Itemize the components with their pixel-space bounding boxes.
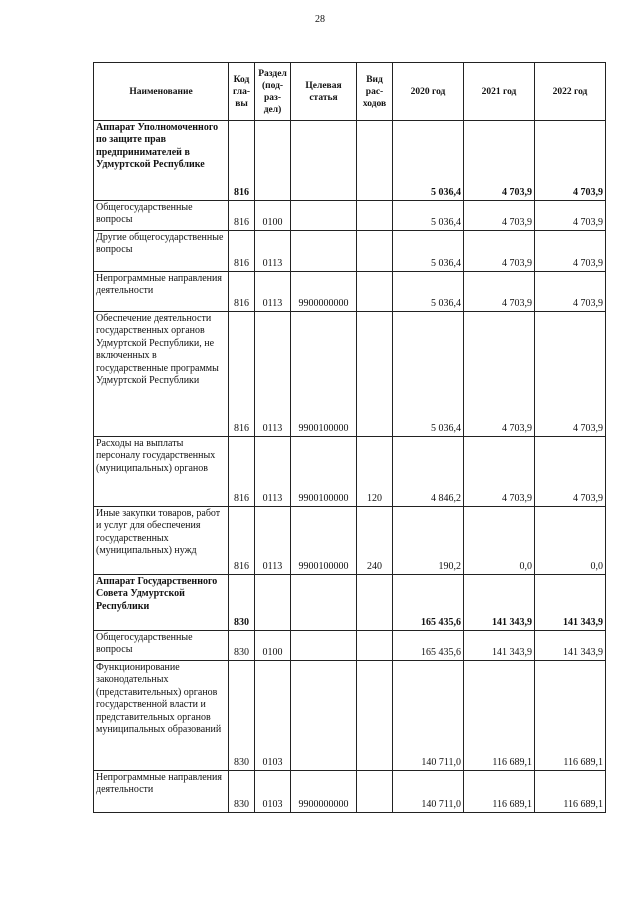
row-vid bbox=[357, 312, 393, 437]
header-name: Наименование bbox=[94, 63, 229, 121]
row-kod: 816 bbox=[229, 437, 255, 507]
row-kod: 830 bbox=[229, 575, 255, 631]
row-razdel bbox=[255, 121, 291, 201]
row-2022: 4 703,9 bbox=[535, 312, 606, 437]
row-razdel: 0113 bbox=[255, 312, 291, 437]
row-2021: 141 343,9 bbox=[464, 631, 535, 661]
row-2020: 165 435,6 bbox=[393, 631, 464, 661]
row-name: Обеспечение деятельности государственных органов Удмуртской Республики, не включенных в государственные программы Удмуртской Республики bbox=[94, 312, 229, 437]
page-number: 28 bbox=[315, 14, 325, 25]
header-kod: Код гла- вы bbox=[229, 63, 255, 121]
row-kod: 830 bbox=[229, 661, 255, 771]
row-name: Непрограммные направления деятельности bbox=[94, 272, 229, 312]
row-2020: 190,2 bbox=[393, 507, 464, 575]
row-2020: 5 036,4 bbox=[393, 312, 464, 437]
row-celevaya bbox=[291, 201, 357, 231]
row-vid: 240 bbox=[357, 507, 393, 575]
row-kod: 816 bbox=[229, 201, 255, 231]
row-celevaya bbox=[291, 231, 357, 272]
row-2020: 4 846,2 bbox=[393, 437, 464, 507]
row-name: Иные закупки товаров, работ и услуг для обеспечения государственных (муниципальных) нужд bbox=[94, 507, 229, 575]
row-2020: 5 036,4 bbox=[393, 231, 464, 272]
row-kod: 816 bbox=[229, 231, 255, 272]
row-2021: 4 703,9 bbox=[464, 437, 535, 507]
table-row bbox=[94, 507, 606, 575]
row-2020: 5 036,4 bbox=[393, 272, 464, 312]
table-row bbox=[94, 771, 606, 813]
row-vid bbox=[357, 771, 393, 813]
row-vid bbox=[357, 121, 393, 201]
row-celevaya: 9900100000 bbox=[291, 312, 357, 437]
row-kod: 816 bbox=[229, 312, 255, 437]
row-name: Расходы на выплаты персоналу государственных (муниципальных) органов bbox=[94, 437, 229, 507]
header-vid: Вид рас- ходов bbox=[357, 63, 393, 121]
row-razdel: 0113 bbox=[255, 437, 291, 507]
row-2021: 116 689,1 bbox=[464, 771, 535, 813]
row-2020: 165 435,6 bbox=[393, 575, 464, 631]
row-razdel bbox=[255, 575, 291, 631]
table-row bbox=[94, 272, 606, 312]
row-celevaya: 9900000000 bbox=[291, 771, 357, 813]
table-row bbox=[94, 631, 606, 661]
row-2020: 140 711,0 bbox=[393, 771, 464, 813]
row-razdel: 0100 bbox=[255, 201, 291, 231]
row-2022: 141 343,9 bbox=[535, 575, 606, 631]
row-vid bbox=[357, 661, 393, 771]
row-2021: 4 703,9 bbox=[464, 272, 535, 312]
row-2022: 141 343,9 bbox=[535, 631, 606, 661]
row-name: Функционирование законодательных (представительных) органов государственной власти и представительных органов муниципальных образований bbox=[94, 661, 229, 771]
row-razdel: 0113 bbox=[255, 272, 291, 312]
row-celevaya: 9900000000 bbox=[291, 272, 357, 312]
row-kod: 816 bbox=[229, 121, 255, 201]
table-row bbox=[94, 437, 606, 507]
row-celevaya: 9900100000 bbox=[291, 507, 357, 575]
header-2020: 2020 год bbox=[393, 63, 464, 121]
row-2022: 0,0 bbox=[535, 507, 606, 575]
row-name: Общегосударственные вопросы bbox=[94, 631, 229, 661]
row-razdel: 0113 bbox=[255, 507, 291, 575]
row-name: Непрограммные направления деятельности bbox=[94, 771, 229, 813]
row-2020: 140 711,0 bbox=[393, 661, 464, 771]
row-kod: 816 bbox=[229, 272, 255, 312]
row-celevaya bbox=[291, 661, 357, 771]
header-2021: 2021 год bbox=[464, 63, 535, 121]
table-row bbox=[94, 661, 606, 771]
row-name: Аппарат Уполномоченного по защите прав предпринимателей в Удмуртской Республике bbox=[94, 121, 229, 201]
row-vid bbox=[357, 575, 393, 631]
row-2021: 116 689,1 bbox=[464, 661, 535, 771]
row-name: Другие общегосударственные вопросы bbox=[94, 231, 229, 272]
table-row bbox=[94, 231, 606, 272]
row-razdel: 0103 bbox=[255, 661, 291, 771]
row-2020: 5 036,4 bbox=[393, 201, 464, 231]
row-2022: 4 703,9 bbox=[535, 201, 606, 231]
row-2022: 4 703,9 bbox=[535, 437, 606, 507]
row-celevaya: 9900100000 bbox=[291, 437, 357, 507]
row-name: Аппарат Государственного Совета Удмуртской Республики bbox=[94, 575, 229, 631]
row-2022: 116 689,1 bbox=[535, 771, 606, 813]
row-vid bbox=[357, 631, 393, 661]
table-header-row bbox=[94, 63, 606, 121]
budget-table bbox=[93, 62, 606, 813]
row-kod: 830 bbox=[229, 631, 255, 661]
row-2021: 141 343,9 bbox=[464, 575, 535, 631]
row-kod: 830 bbox=[229, 771, 255, 813]
row-razdel: 0103 bbox=[255, 771, 291, 813]
row-2021: 4 703,9 bbox=[464, 201, 535, 231]
row-vid bbox=[357, 201, 393, 231]
row-2020: 5 036,4 bbox=[393, 121, 464, 201]
row-2021: 4 703,9 bbox=[464, 121, 535, 201]
header-2022: 2022 год bbox=[535, 63, 606, 121]
row-razdel: 0113 bbox=[255, 231, 291, 272]
row-2022: 116 689,1 bbox=[535, 661, 606, 771]
row-2021: 4 703,9 bbox=[464, 312, 535, 437]
row-name: Общегосударственные вопросы bbox=[94, 201, 229, 231]
table-row bbox=[94, 575, 606, 631]
row-vid bbox=[357, 231, 393, 272]
row-2022: 4 703,9 bbox=[535, 272, 606, 312]
header-razdel: Раздел (под- раз- дел) bbox=[255, 63, 291, 121]
row-vid bbox=[357, 272, 393, 312]
row-2021: 0,0 bbox=[464, 507, 535, 575]
row-kod: 816 bbox=[229, 507, 255, 575]
header-celevaya: Целевая статья bbox=[291, 63, 357, 121]
row-celevaya bbox=[291, 121, 357, 201]
row-razdel: 0100 bbox=[255, 631, 291, 661]
table-row bbox=[94, 312, 606, 437]
row-celevaya bbox=[291, 575, 357, 631]
row-celevaya bbox=[291, 631, 357, 661]
row-2021: 4 703,9 bbox=[464, 231, 535, 272]
row-2022: 4 703,9 bbox=[535, 121, 606, 201]
row-2022: 4 703,9 bbox=[535, 231, 606, 272]
table-row bbox=[94, 201, 606, 231]
table-row bbox=[94, 121, 606, 201]
row-vid: 120 bbox=[357, 437, 393, 507]
